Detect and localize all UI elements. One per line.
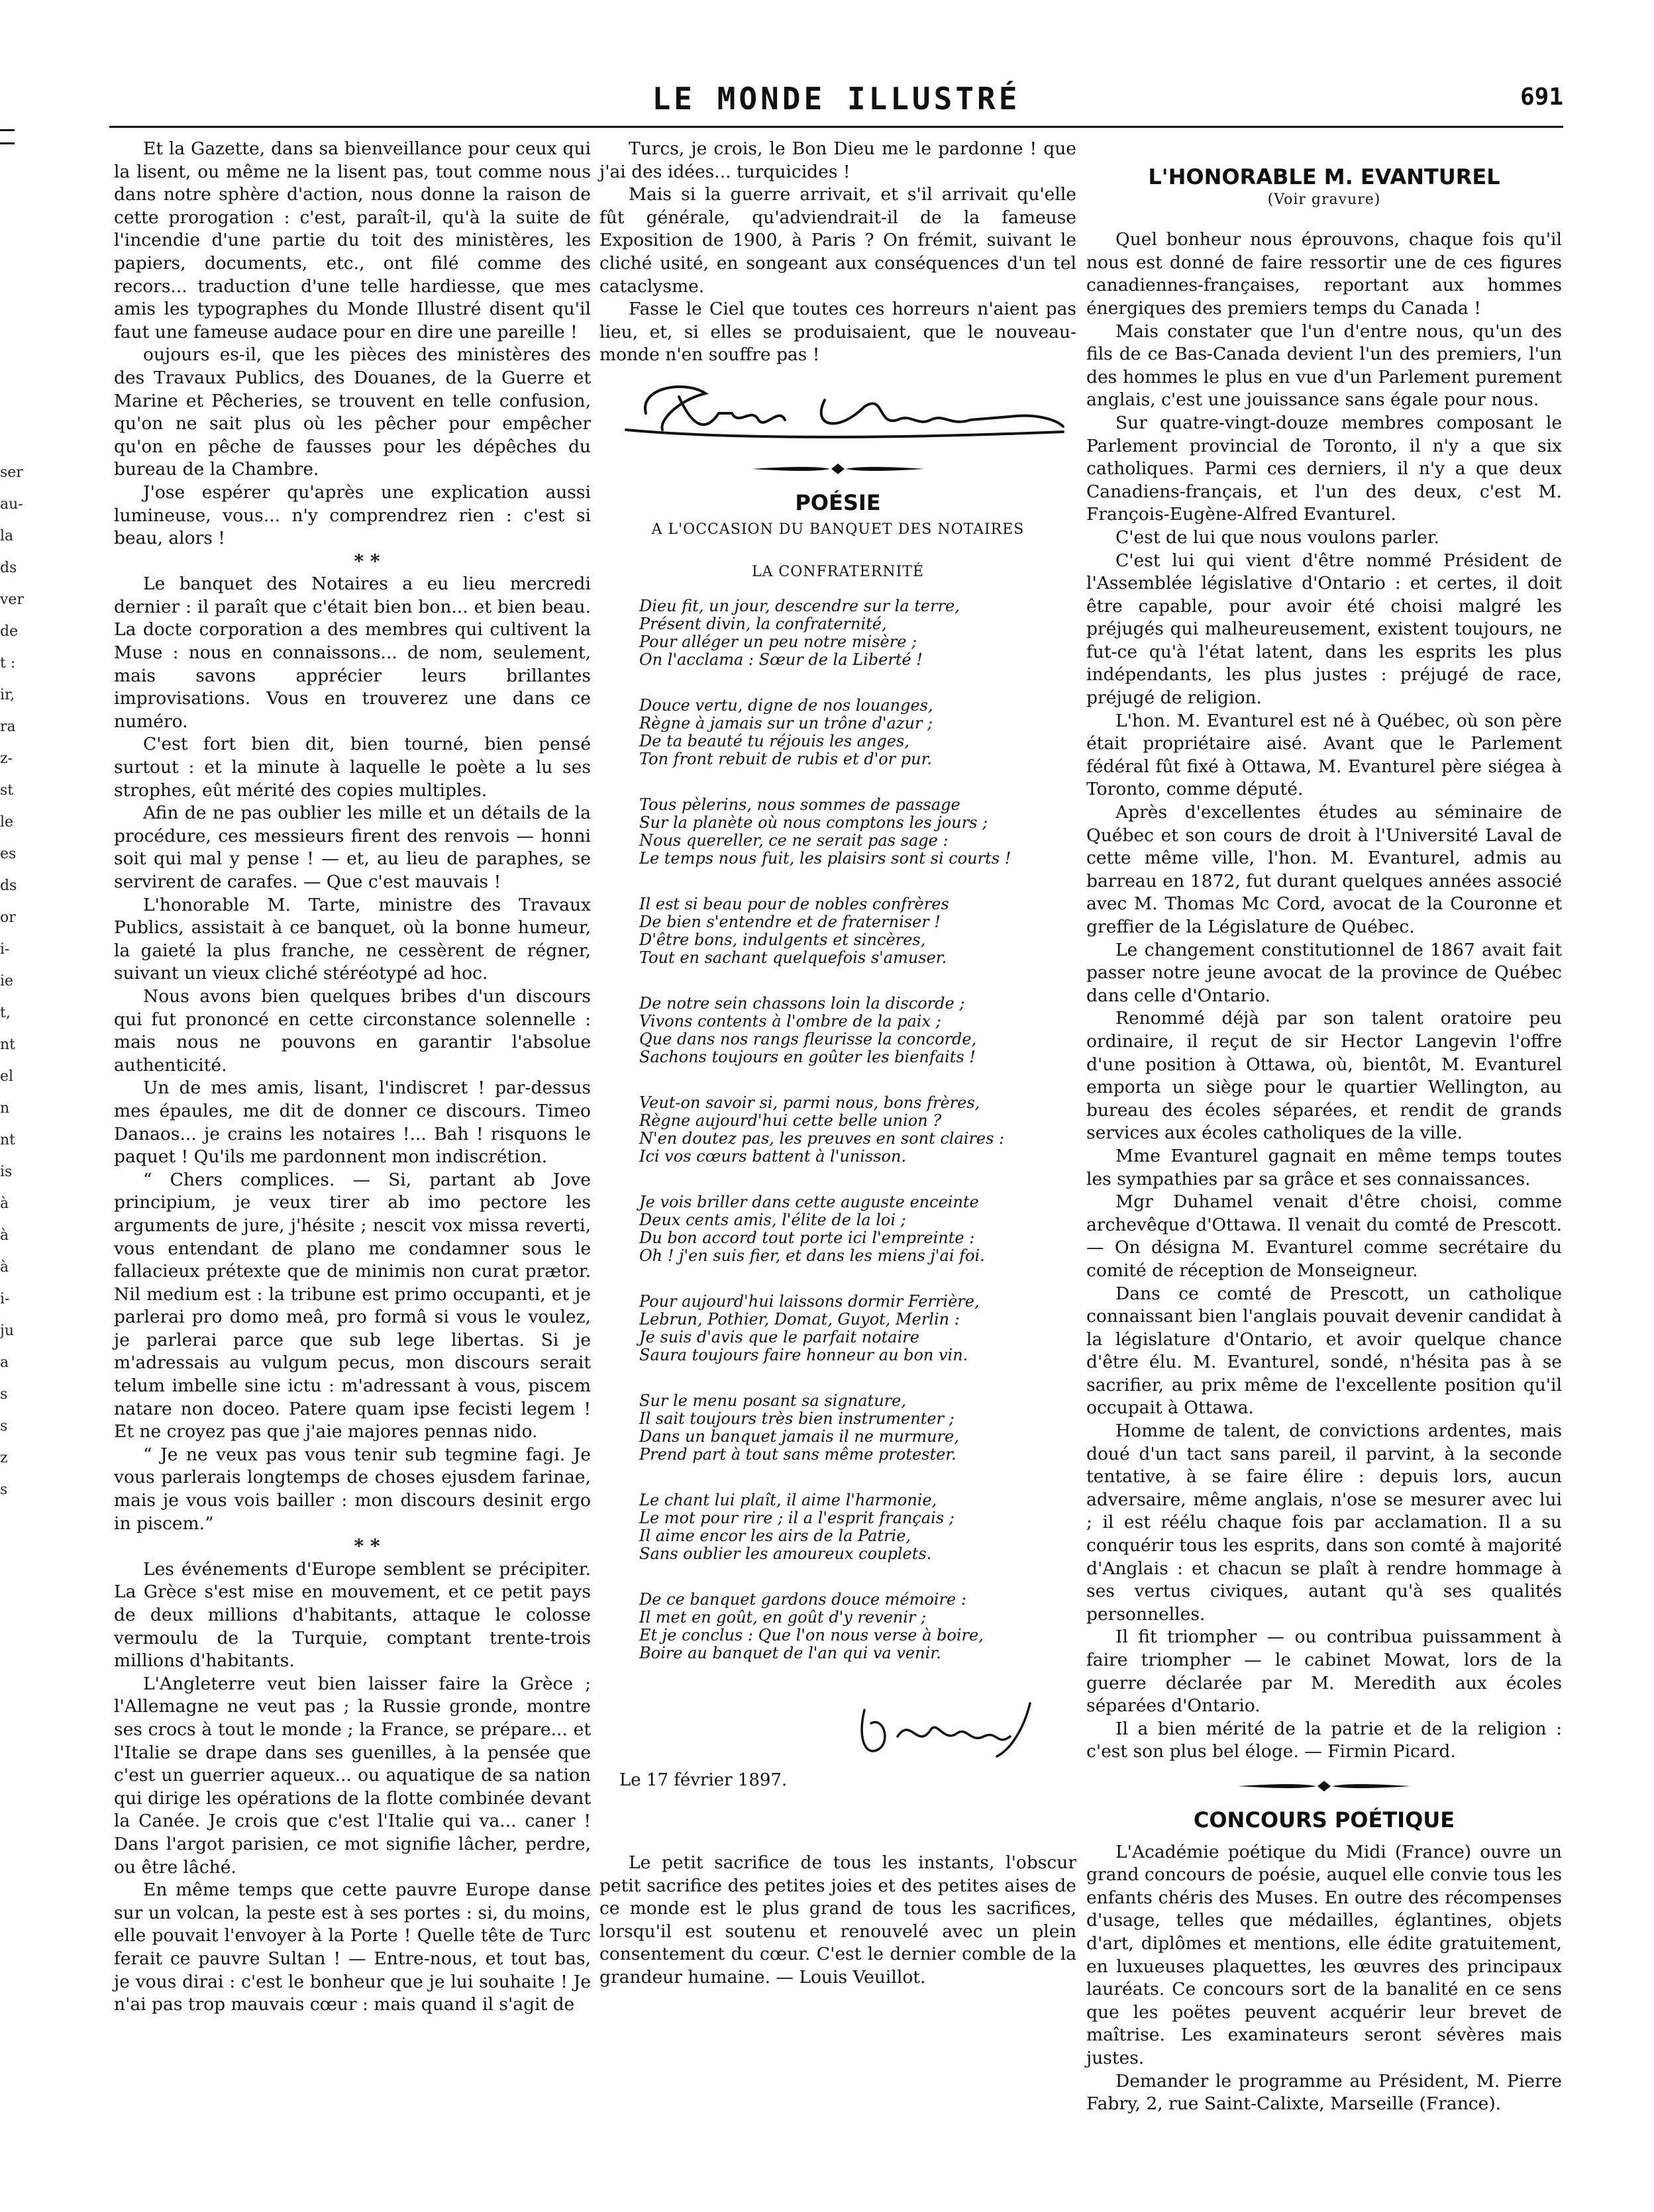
poem-line: Il met en goût, en goût d'y revenir ; [639,1607,927,1627]
paragraph: Mme Evanturel gagnait en même temps toutes les sympathies par sa grâce et ses connaissances. [1086,1145,1562,1189]
margin-fragment: i- [0,941,10,958]
paragraph: “ Je ne veux pas vous tenir sub tegmine fagi. Je vous parlerais longtemps de choses ejusdem farinae, mais je vous vois bailler : mon discours desinit ergo in piscem.” [114,1444,591,1534]
page-number: 691 [1520,83,1563,111]
margin-fragment: st [0,782,14,799]
paragraph: Demander le programme au Président, M. Pierre Fabry, 2, rue Saint-Calixte, Marseille (France). [1086,2070,1562,2115]
poem-stanza [639,895,1076,967]
poem-line: Il est si beau pour de nobles confrères [639,894,949,913]
poem-line: Je vois briller dans cette auguste enceinte [639,1192,979,1211]
paragraph: Turcs, je crois, le Bon Dieu me le pardonne ! que j'ai des idées... turquicides ! [599,138,1076,182]
poem-line: Vivons contents à l'ombre de la paix ; [639,1011,941,1031]
paragraph: Les événements d'Europe semblent se précipiter. La Grèce s'est mise en mouvement, et ce petit pays de deux millions d'habitants, attaque le colosse vermoulu de la Turquie, comptant trente-trois millions d'habitants. [114,1558,591,1672]
column-1 [114,138,591,2017]
paragraph: C'est de lui que nous voulons parler. [1115,527,1439,548]
margin-fragment: is [0,1164,13,1180]
poem-line: Sachons toujours en goûter les bienfaits ! [639,1047,976,1066]
poem-line: Je suis d'avis que le parfait notaire [639,1327,919,1346]
evanturel-title: L'HONORABLE M. EVANTUREL [1148,164,1500,189]
poem-line: Tout en sachant quelquefois s'amuser. [639,948,947,967]
paragraph: Après d'excellentes études au séminaire de Québec et son cours de droit à l'Université Laval de cette même ville, l'hon. M. Evanturel, admis au barreau en 1872, fut durant quelques années associé avec M. Thomas Mc Cord, avocat de la Couronne et greffier de la Législature de Québec. [1086,802,1562,937]
poem-line: Deux cents amis, l'élite de la loi ; [639,1210,906,1229]
poem-stanza [639,1293,1076,1364]
poem-section-title: POÉSIE [795,489,881,515]
margin-fragment: à [0,1259,9,1276]
section-stars: * * [354,550,380,572]
poem-line: Dans un banquet jamais il ne murmure, [639,1427,959,1446]
paragraph: Quel bonheur nous éprouvons, chaque fois qu'il nous est donné de faire ressortir une de ces figures canadiennes-françaises, reportant aux hommes énergiques des premiers temps du Canada ! [1086,229,1562,319]
margin-fragment: z- [0,750,13,767]
poem-line: De ta beauté tu réjouis les anges, [639,731,909,750]
poem-line: Il sait toujours très bien instrumenter ; [639,1409,955,1428]
poem-line: N'en doutez pas, les preuves en sont claires : [639,1129,1005,1148]
paragraph: C'est fort bien dit, bien tourné, bien pensé surtout : et la minute à laquelle le poète a lu ses strophes, eût mérité des copies multiples. [114,734,591,801]
poem-line: Règne à jamais sur un trône d'azur ; [639,713,933,732]
paragraph: Sur quatre-vingt-douze membres composant le Parlement provincial de Toronto, il n'y a que six catholiques. Parmi ces derniers, il n'y a que deux Canadiens-français, et l'un des deux, c'est M. François-Eugène-Alfred Evanturel. [1086,412,1562,525]
paragraph: Dans ce comté de Prescott, un catholique connaissant bien l'anglais pouvait devenir candidat à la législature d'Ontario, et avoir quelque chance d'être élu. M. Evanturel, sondé, n'hésita pas à se sacrifier, au prix même de l'excellente position qu'il occupait à Ottawa. [1086,1283,1562,1419]
margin-fragment: nt [0,1132,16,1148]
masthead [109,74,1563,128]
paragraph: “ Chers complices. — Si, partant ab Jove principium, je veux tirer ab imo pectore les arguments de jure, j'hésite ; nescit vox missa reverti, vous entendant de plano me condamner sous le fallacieux prétexte que de minimis non curat prætor. Nil medium est : la tribune est primo occupanti, et je parlerai pro domo meâ, pro formâ si vous le voulez, je parlerai parce que sub lege libertas. Si je m'adressais au vulgum pecus, mon discours serait telum imbelle sine ictu : m'adressant à vous, piscem natare non doceo. Patere quam ipse fecisti legem ! Et ne croyez pas que j'aie majores pennas nido. [114,1169,591,1442]
margin-fragment: nt [0,1036,16,1053]
edge-rule [0,142,15,144]
paragraph: Mais si la guerre arrivait, et s'il arrivait qu'elle fût générale, qu'adviendrait-il de la fameuse Exposition de 1900, à Paris ? On frémit, suivant le cliché usité, en songeant aux conséquences d'un tel cataclysme. [599,184,1076,297]
paragraph: Il a bien mérité de la patrie et de la religion : c'est son plus bel éloge. — Firmin Picard. [1086,1718,1562,1762]
chronicle-part-1 [114,138,591,550]
poem-line: Lebrun, Pothier, Domat, Guyot, Merlin : [639,1309,960,1329]
paragraph: C'est lui qui vient d'être nommé Président de l'Assemblée législative d'Ontario : et certes, il doit être capable, pour avoir été choisi malgré les préjugés qui malheureusement, existent toujours, ne fut-ce qu'à l'état latent, dans les esprits les plus indépendants, les plus justes : préjugé de race, préjugé de religion. [1086,550,1562,709]
evanturel-article [1086,228,1562,1764]
poem-line: Oh ! j'en suis fier, et dans les miens j'ai foi. [639,1246,985,1265]
concours-article [1086,1841,1562,2116]
poem-line: Nous quereller, ce ne serait pas sage : [639,830,949,850]
poem-line: Pour alléger un peu notre misère ; [639,632,917,651]
margin-fragment: el [0,1068,14,1085]
paragraph: Nous avons bien quelques bribes d'un discours qui fut prononcé en cette circonstance solennelle : mais nous ne pouvons en garantir l'absolue authenticité. [114,985,591,1076]
poem-line: Tous pèlerins, nous sommes de passage [639,795,960,814]
margin-fragment: de [0,623,19,640]
paragraph: Et la Gazette, dans sa bienveillance pour ceux qui la lisent, ou même ne la lisent pas, tout comme nous dans notre sphère d'action, nous donne la raison de cette prorogation : c'est, paraît-il, qu'à la suite de l'incendie d'une partie du toit des ministères, les papiers, documents, etc., ont filé comme des recors... traduction d'une telle hardiesse, que mes amis les typographes du Monde Illustré disent qu'il faut une fameuse audace pour en dire une pareille ! [114,138,591,342]
chronicle-continuation [599,138,1076,367]
masthead-title: LE MONDE ILLUSTRÉ [652,81,1021,117]
margin-fragment: t, [0,1005,11,1021]
poem-line: Du bon accord tout porte ici l'empreinte : [639,1228,975,1247]
margin-fragment: i- [0,1291,10,1307]
firmin-picard-signature [599,367,1076,446]
margin-fragment: s [0,1482,8,1498]
margin-fragment: ir, [0,687,15,703]
margin-fragment: s [0,1386,8,1403]
concours-title: CONCOURS POÉTIQUE [1193,1807,1455,1833]
column-2 [599,138,1076,1989]
poem-line: De bien s'entendre et de fraterniser ! [639,912,941,931]
paragraph: J'ose espérer qu'après une explication aussi lumineuse, vous... n'y comprendrez rien : c'est si beau, alors ! [114,481,591,549]
poem-line: Le mot pour rire ; il a l'esprit français ; [639,1508,955,1527]
poem-line: Saura toujours faire honneur au bon vin. [639,1345,968,1364]
poem-line: Douce vertu, digne de nos louanges, [639,695,933,715]
poem-stanza [639,1094,1076,1166]
margin-fragment: le [0,814,14,830]
poem-line: Règne aujourd'hui cette belle union ? [639,1111,942,1130]
margin-fragment: à [0,1227,9,1244]
poem-date: Le 17 février 1897. [619,1770,788,1791]
poem-stanza [639,597,1076,669]
margin-fragment: ver [0,591,24,608]
margin-fragment: ds [0,560,17,576]
left-margin-fragments [0,457,26,1506]
paragraph: Renommé déjà par son talent oratoire peu ordinaire, il reçut de sir Hector Langevin l'offre d'une position à Ottawa, où, bientôt, M. Evanturel emporta un siège pour le quartier Wellington, au bureau des écoles séparées, et rendit de grands services aux écoles catholiques de la ville. [1086,1008,1562,1144]
poem-body [639,597,1076,1662]
margin-fragment: t : [0,655,16,672]
margin-fragment: n [0,1100,10,1117]
poem-line: Sans oublier les amoureux couplets. [639,1544,932,1563]
poem-line: Il aime encor les airs de la Patrie, [639,1526,911,1545]
poem-line: Dieu fit, un jour, descendre sur la terre, [639,596,960,615]
margin-fragment: a [0,1354,9,1371]
paragraph: Un de mes amis, lisant, l'indiscret ! par-dessus mes épaules, me dit de donner ce discours. Timeo Danaos... je crains les notaires !... Bah ! risquons le paquet ! Qu'ils me pardonnent mon indiscrétion. [114,1078,591,1168]
poem-line: Boire au banquet de l'an qui va venir. [639,1643,941,1662]
paragraph: Mais constater que l'un d'entre nous, qu'un des fils de ce Bas-Canada devient l'un des premiers, l'un des hommes le plus en vue d'un Parlement purement anglais, c'est une jouissance sans égale pour nous. [1086,321,1562,411]
mayrand-signature [599,1690,1076,1763]
section-stars: * * [354,1535,380,1558]
poem-line: On l'acclama : Sœur de la Liberté ! [639,650,923,669]
paragraph: Afin de ne pas oublier les mille et un détails de la procédure, ces messieurs firent des renvois — honni soit qui mal y pense ! — et, au lieu de paraphes, se servirent de carafes. — Que c'est mauvais ! [114,803,591,892]
chronicle-part-2 [114,573,591,1535]
evanturel-subtitle: (Voir gravure) [1267,191,1381,208]
paragraph: Mgr Duhamel venait d'être choisi, comme archevêque d'Ottawa. Il venait du comté de Prescott. — On désigna M. Evanturel comme secrétaire du comité de réception de Monseigneur. [1086,1191,1562,1281]
paragraph: L'Académie poétique du Midi (France) ouvre un grand concours de poésie, auquel elle convie tous les enfants chéris des Muses. En outre des récompenses d'usage, telles que médailles, églantines, objets d'art, diplômes et mentions, elle édite gratuitement, en luxueuses plaquettes, les œuvres des principaux lauréats. Ce concours sort de la banalité en ce sens que les poëtes peuvent acquérir leur brevet de maîtrise. Les examinateurs seront sévères mais justes. [1086,1841,1562,2068]
poem-stanza [639,1392,1076,1464]
poem-line: Ton front rebuit de rubis et d'or pur. [639,749,933,768]
paragraph: Il fit triompher — ou contribua puissamment à faire triompher — le cabinet Mowat, lors de la guerre déclarée par M. Meredith aux écoles séparées d'Ontario. [1086,1627,1562,1717]
paragraph: Le banquet des Notaires a eu lieu mercredi dernier : il paraît que c'était bien bon... et bien beau. La docte corporation a des membres qui cultivent la Muse : nous en connaissons... de nom, seulement, mais savons apprécier leurs brillantes improvisations. Vous en trouverez une dans ce numéro. [114,574,591,732]
poem-line: Ici vos cœurs battent à l'unisson. [639,1146,907,1166]
paragraph: oujours es-il, que les pièces des ministères des des Travaux Publics, des Douanes, de la Guerre et Marine et Pêcheries, se trouvent en telle confusion, qu'on ne sait plus où les pêcher pour empêcher qu'on en pêche de fausses pour les dépêches du bureau de la Chambre. [114,344,591,480]
poem-line: Pour aujourd'hui laissons dormir Ferrière, [639,1291,980,1311]
poem-stanza [639,995,1076,1066]
veuillot-quote: Le petit sacrifice de tous les instants, l'obscur petit sacrifice des petites joies et des petites aises de ce monde est le plus grand de tous les sacrifices, lorsqu'il est soutenu et renouvelé avec un plein consentement du cœur. C'est le dernier comble de la grandeur humaine. — Louis Veuillot. [599,1852,1076,1987]
poem-line: De ce banquet gardons douce mémoire : [639,1589,966,1609]
poem-stanza [639,697,1076,768]
poem-title: LA CONFRATERNITÉ [751,564,925,581]
poem-line: Et je conclus : Que l'on nous verse à boire, [639,1625,984,1644]
paragraph: L'hon. M. Evanturel est né à Québec, où son père était propriétaire aisé. Avant que le Parlement fédéral fût fixé à Ottawa, M. Evanturel père siégea à Toronto, comme député. [1086,710,1562,800]
margin-fragment: la [0,528,14,544]
chronicle-part-3 [114,1558,591,2017]
margin-fragment: à [0,1195,9,1212]
ornament-divider [1238,1780,1410,1793]
margin-fragment: s [0,1418,8,1434]
poem-line: Prend part à tout sans même protester. [639,1444,956,1464]
paragraph: Le changement constitutionnel de 1867 avait fait passer notre jeune avocat de la province de Québec dans celle d'Ontario. [1086,939,1562,1006]
poem-occasion: A L'OCCASION DU BANQUET DES NOTAIRES [651,521,1025,538]
margin-fragment: ds [0,878,17,894]
poem-line: D'être bons, indulgents et sincères, [639,930,926,949]
poem-stanza [639,1193,1076,1265]
paragraph: En même temps que cette pauvre Europe danse sur un volcan, la peste est à ses portes : si, du moins, elle pouvait l'envoyer à la Porte ! Quelle tête de Turc ferait ce pauvre Sultan ! — Entre-nous, et tout bas, je vous dirai : c'est le bonheur que je lui souhaite ! Je n'ai pas trop mauvais cœur : mais quand il s'agit de [114,1880,591,2015]
paragraph: Homme de talent, de convictions ardentes, mais doué d'un tact sans pareil, il parvint, à la seconde tentative, à se faire élire : depuis lors, aucun adversaire, même anglais, n'ose se mesurer avec lui ; il est réélu chaque fois par acclamation. Il a su conquérir tous les esprits, dans son comté à majorité d'Anglais : et chacun se plaît à rendre hommage à ses vertus civiques, autant qu'à ses qualités personnelles. [1086,1421,1562,1625]
margin-fragment: or [0,909,16,926]
poem-line: Le temps nous fuit, les plaisirs sont si courts ! [639,848,1011,868]
margin-fragment: ser [0,464,23,481]
edge-rule [0,129,15,131]
margin-fragment: z [0,1450,8,1466]
poem-line: Sur la planète où nous comptons les jours ; [639,813,988,832]
poem-stanza [639,1591,1076,1662]
ornament-divider [752,462,924,476]
margin-fragment: ie [0,973,14,989]
poem-line: Veut-on savoir si, parmi nous, bons frères, [639,1093,980,1112]
margin-fragment: es [0,846,17,862]
poem-line: Sur le menu posant sa signature, [639,1391,906,1410]
poem-stanza [639,1491,1076,1563]
column-3 [1086,138,1562,2116]
margin-fragment: ra [0,719,16,735]
margin-fragment: au- [0,496,23,513]
margin-fragment: ju [0,1323,14,1339]
paragraph: Fasse le Ciel que toutes ces horreurs n'aient pas lieu, et, si elles se produisaient, que le nouveau-monde n'en souffre pas ! [599,299,1076,366]
poem-stanza [639,796,1076,868]
poem-line: De notre sein chassons loin la discorde ; [639,993,965,1013]
poem-line: Présent divin, la confraternité, [639,614,887,633]
poem-line: Le chant lui plaît, il aime l'harmonie, [639,1490,937,1509]
paragraph: L'honorable M. Tarte, ministre des Travaux Publics, assistait à ce banquet, où la bonne humeur, la gaieté la plus franche, ne cessèrent de régner, suivant un vieux cliché stéréotypé ad hoc. [114,894,591,984]
paragraph: L'Angleterre veut bien laisser faire la Grèce ; l'Allemagne ne veut pas ; la Russie gronde, montre ses crocs à tout le monde ; la France, se prépare... et l'Italie se drape dans ses guenilles, à la pensée que c'est un guerrier aqueux... ou aquatique de sa nation qui dirige les opérations de la flotte combinée devant la Canée. Je crois que c'est l'Italie qui va... caner ! Dans l'argot parisien, ce mot signifie lâcher, perdre, ou être lâché. [114,1673,591,1878]
poem-line: Que dans nos rangs fleurisse la concorde, [639,1029,977,1048]
